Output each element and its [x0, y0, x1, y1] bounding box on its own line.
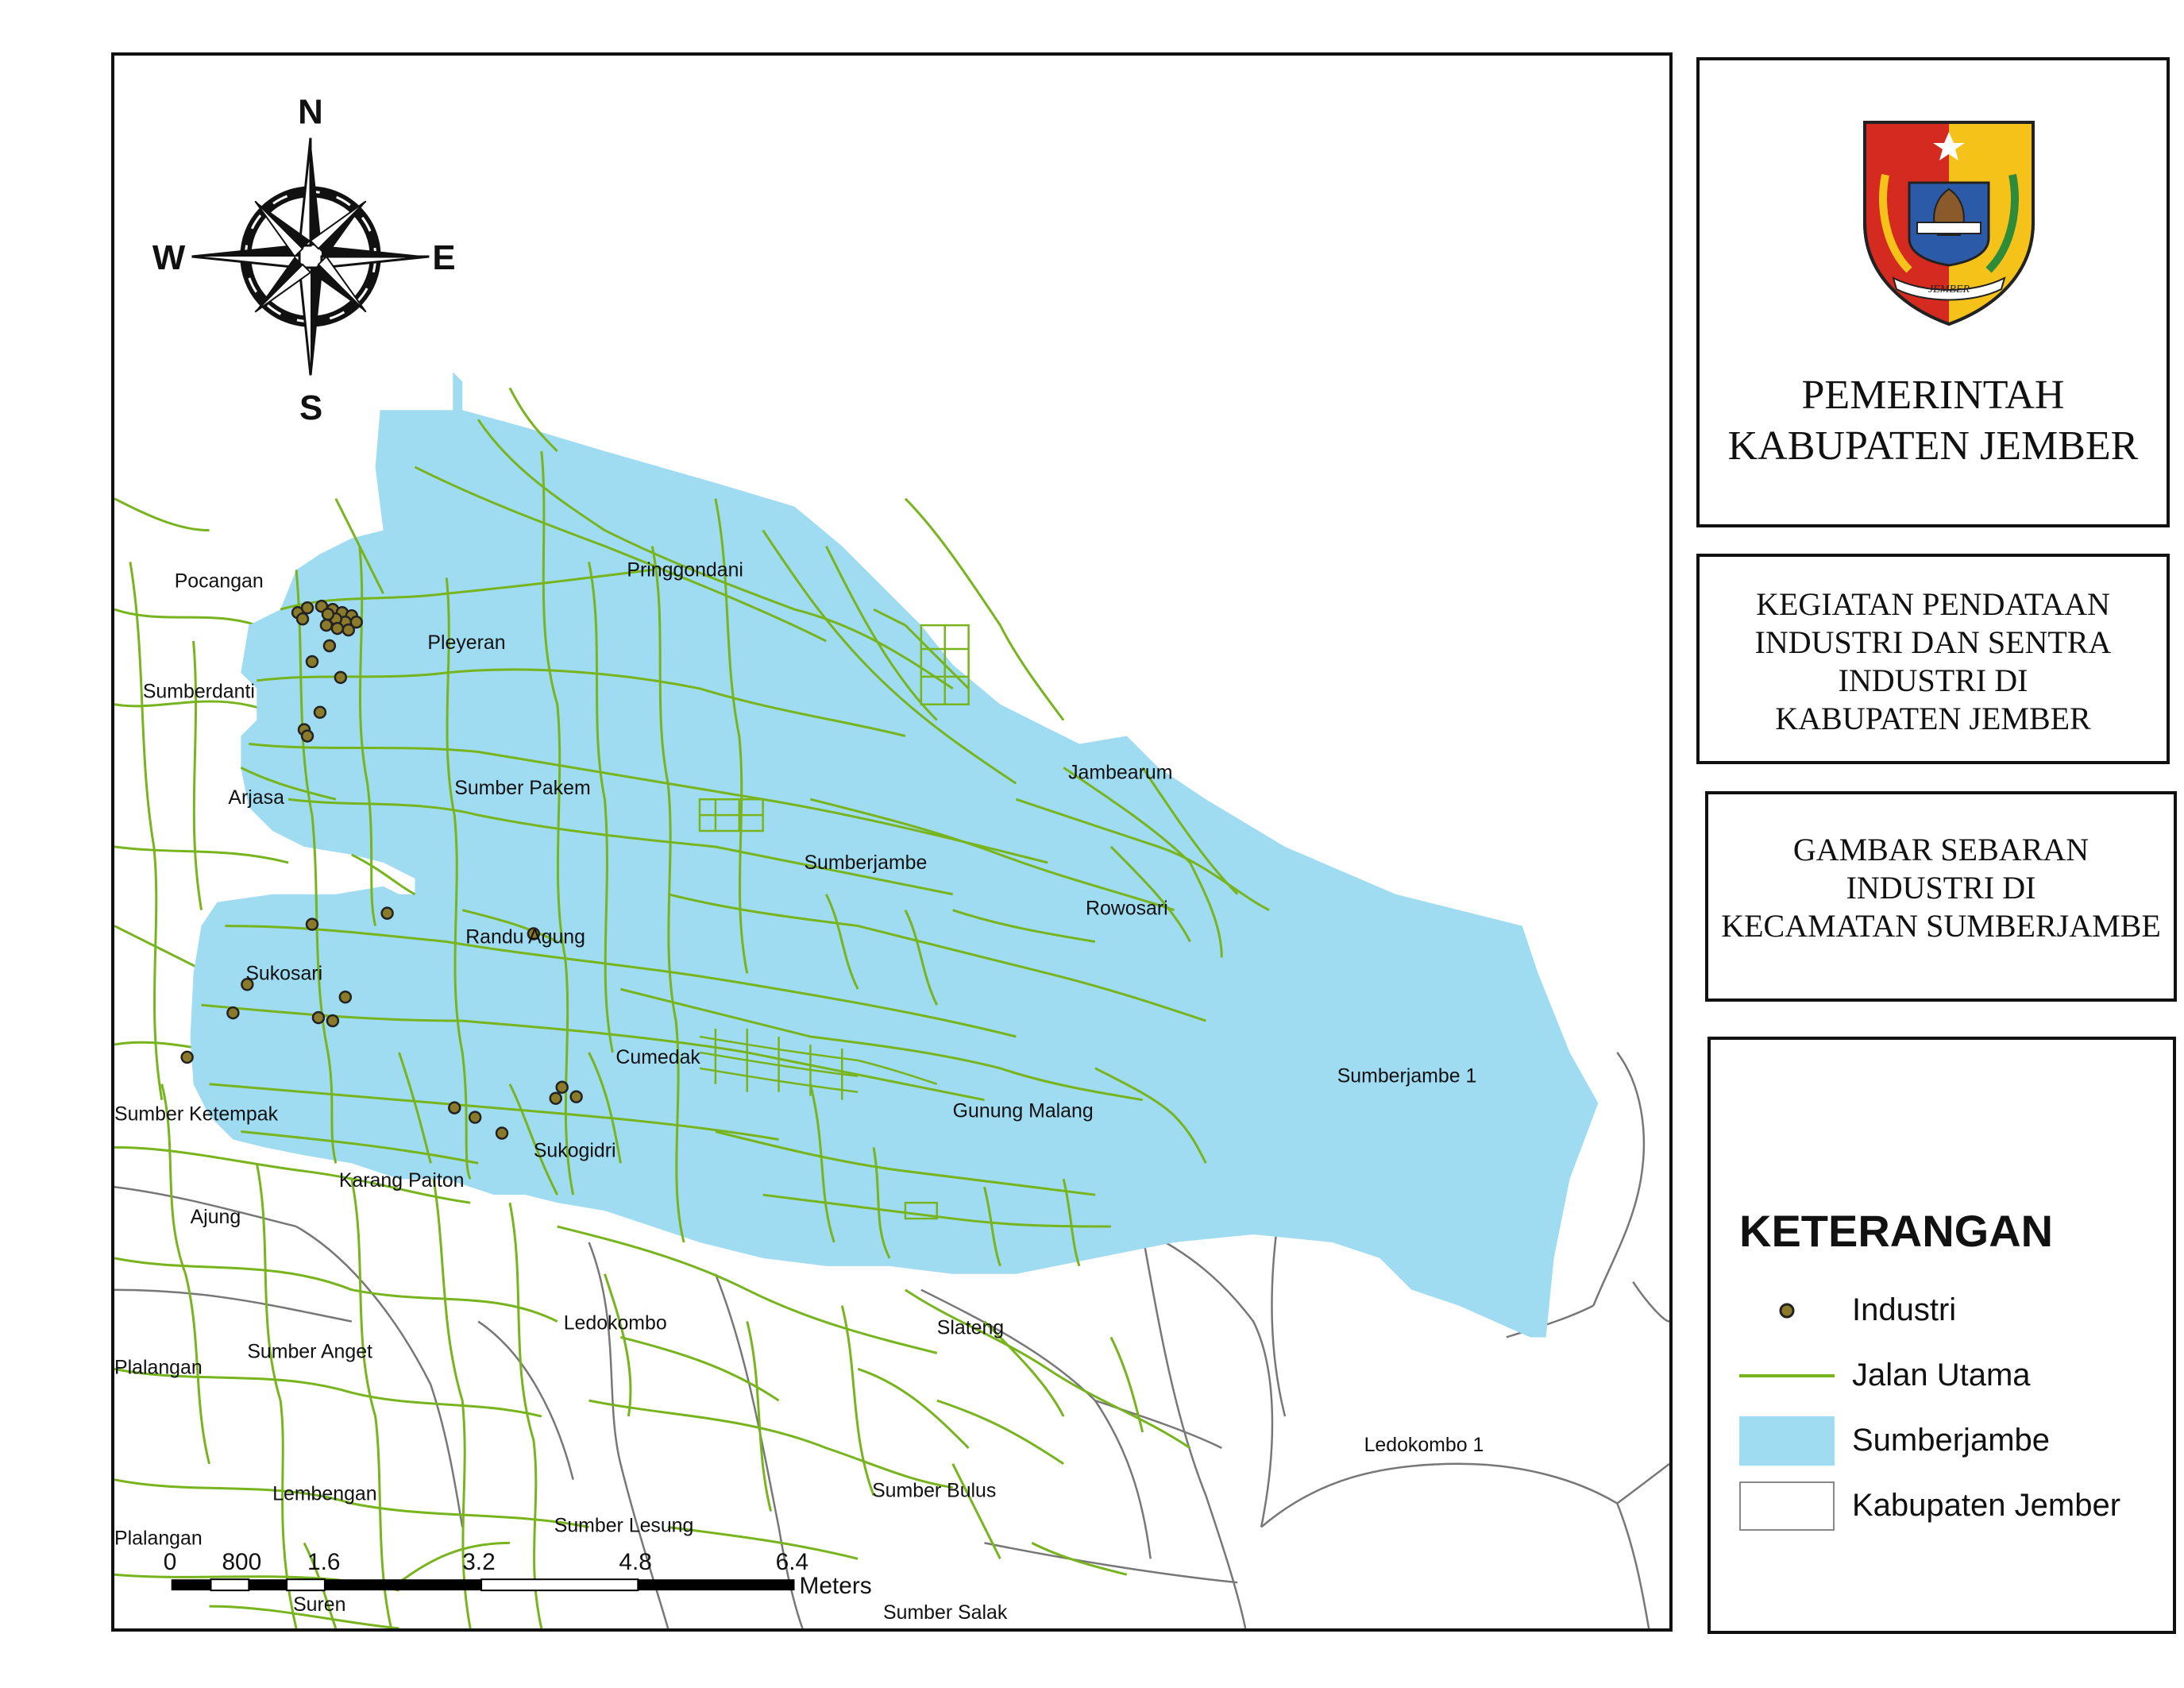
place-label: Lembengan: [272, 1482, 377, 1505]
place-label: Ledokombo: [563, 1311, 667, 1335]
road: [257, 1163, 296, 1628]
scale-tick-label: 1.6: [307, 1549, 341, 1576]
scale-bar: [164, 1549, 872, 1599]
place-label: Plalangan: [114, 1527, 203, 1550]
road-line-icon: [1739, 1351, 1835, 1400]
industry-point: [227, 1007, 238, 1018]
scale-segment: [638, 1579, 794, 1590]
place-label: Sukosari: [245, 962, 323, 985]
figure-title-line: INDUSTRI DI: [1846, 870, 2036, 906]
activity-line: KABUPATEN JEMBER: [1775, 701, 2091, 736]
industry-point: [182, 1052, 193, 1063]
place-label: Gunung Malang: [952, 1099, 1094, 1122]
industry-point: [343, 624, 354, 635]
place-label: Arjasa: [228, 786, 284, 809]
industry-point: [496, 1128, 507, 1139]
industry-point: [557, 1082, 568, 1093]
industry-point: [332, 623, 343, 634]
compass-rose: [152, 93, 456, 427]
boundary-line: [1617, 1504, 1649, 1628]
place-label: Randu Agung: [465, 925, 585, 948]
scale-segment: [287, 1579, 325, 1590]
boundary-line: [985, 1543, 1238, 1582]
industry-point: [469, 1112, 480, 1123]
place-label: Sumber Anget: [247, 1340, 372, 1363]
boundary-line: [1095, 1400, 1221, 1448]
road: [1032, 1543, 1127, 1574]
boundary-line: [114, 1290, 352, 1322]
place-label: Pleyeran: [427, 631, 506, 654]
figure-title-line: GAMBAR SEBARAN: [1792, 832, 2089, 867]
road: [937, 1400, 1063, 1464]
legend-label: Sumberjambe: [1852, 1423, 2051, 1458]
activity-box: [1696, 554, 2170, 764]
road: [114, 701, 272, 713]
district-fill-swatch: [1739, 1416, 1835, 1466]
legend-label: Industri: [1852, 1292, 1957, 1327]
industry-point: [302, 602, 313, 613]
place-label: Sumberdanti: [142, 680, 255, 703]
place-label: Sumber Bulus: [872, 1479, 997, 1502]
boundary-line: [1617, 1464, 1669, 1504]
industry-point: [382, 908, 393, 919]
road: [747, 1322, 771, 1512]
place-label: Sumberjambe 1: [1337, 1064, 1477, 1087]
jember-emblem: [1862, 119, 2036, 327]
scale-tick-label: 0: [163, 1549, 177, 1576]
industry-point: [314, 707, 326, 718]
compass-north-label: N: [298, 92, 323, 132]
road: [352, 1179, 392, 1628]
legend-item-sumberjambe: [1739, 1416, 2168, 1467]
boundary-line: [1593, 1053, 1643, 1306]
road: [604, 1274, 631, 1416]
place-label: Sumber Ketempak: [114, 1103, 279, 1126]
scale-tick-label: 3.2: [462, 1549, 496, 1576]
industry-point: [322, 608, 334, 620]
road: [905, 1290, 1190, 1448]
industry-point: [340, 991, 351, 1002]
boundary-line: [1633, 1282, 1669, 1322]
industry-point-icon: [1739, 1286, 1835, 1335]
kabupaten-outline-swatch: [1739, 1481, 1835, 1531]
place-label: Jambearum: [1068, 761, 1173, 784]
industry-point: [324, 640, 335, 651]
place-label: Ajung: [190, 1206, 241, 1229]
boundary-line: [1271, 1226, 1285, 1416]
scale-tick-label: 4.8: [619, 1549, 652, 1576]
activity-line: INDUSTRI DAN SENTRA: [1754, 624, 2112, 660]
place-label: Sukogidri: [533, 1139, 616, 1162]
scale-tick-label: 800: [222, 1549, 262, 1576]
scale-segment: [481, 1579, 638, 1590]
road: [130, 562, 162, 1099]
industry-point: [297, 613, 308, 624]
road: [1111, 1337, 1143, 1432]
scale-segment: [172, 1579, 211, 1590]
industry-point: [321, 620, 332, 631]
scale-tick-label: 6.4: [775, 1549, 809, 1576]
activity-line: INDUSTRI DI: [1838, 662, 2028, 698]
figure-title-box: [1705, 791, 2177, 1002]
road: [589, 1400, 953, 1488]
government-title-box: [1696, 57, 2170, 527]
map-canvas[interactable]: [114, 56, 1669, 1628]
industry-point: [449, 1103, 460, 1114]
figure-title-line: KECAMATAN SUMBERJAMBE: [1721, 908, 2161, 944]
legend-item-kabupaten-jember: [1739, 1481, 2168, 1532]
boundary-line: [1151, 1234, 1272, 1527]
scale-segment: [211, 1579, 249, 1590]
industry-point: [335, 672, 346, 683]
boundary-line: [1261, 1464, 1617, 1528]
industry-point: [307, 656, 318, 667]
road: [114, 499, 210, 531]
legend-box: [1707, 1037, 2176, 1634]
map-frame[interactable]: [111, 52, 1673, 1632]
place-label: Cumedak: [615, 1045, 700, 1068]
place-label: Ledokombo 1: [1364, 1433, 1484, 1456]
place-label: Pringgondani: [627, 558, 743, 581]
road: [162, 1084, 210, 1464]
road: [114, 847, 288, 863]
government-title-line-2: KABUPATEN JEMBER: [1727, 423, 2139, 469]
scale-segment: [325, 1579, 481, 1590]
industry-point: [550, 1093, 561, 1104]
place-label: Slateng: [936, 1316, 1005, 1339]
legend-item-industri: [1739, 1286, 2168, 1337]
industry-point: [327, 1015, 338, 1026]
industry-point: [571, 1091, 582, 1103]
compass-south-label: S: [299, 388, 323, 428]
government-title-line-1: PEMERINTAH: [1801, 373, 2065, 418]
legend-heading: KETERANGAN: [1739, 1206, 2054, 1256]
road: [114, 1258, 558, 1322]
place-label: Sumber Lesung: [554, 1514, 694, 1537]
place-label: Sumber Pakem: [454, 777, 591, 800]
industry-point: [313, 1012, 324, 1023]
legend-item-jalan-utama: [1739, 1351, 2168, 1402]
scale-unit-label: Meters: [799, 1573, 872, 1600]
legend-label: Jalan Utama: [1852, 1358, 2031, 1393]
road: [858, 1369, 968, 1448]
place-label: Rowosari: [1086, 897, 1168, 920]
legend-label: Kabupaten Jember: [1852, 1488, 2121, 1523]
road: [953, 1464, 1001, 1559]
place-label: Karang Paiton: [338, 1169, 465, 1192]
compass-west-label: W: [152, 238, 186, 277]
place-label: Sumberjambe: [804, 851, 928, 874]
activity-line: KEGIATAN PENDATAAN: [1756, 586, 2110, 622]
place-label: Suren: [293, 1593, 346, 1617]
emblem-label: JEMBER: [1927, 284, 1970, 295]
compass-east-label: E: [432, 238, 456, 277]
scale-segment: [249, 1579, 287, 1590]
industry-point: [302, 731, 313, 742]
place-label: Sumber Salak: [883, 1601, 1008, 1624]
industry-point: [307, 919, 318, 930]
place-label: Plalangan: [114, 1356, 203, 1379]
place-label: Pocangan: [174, 570, 264, 593]
road: [668, 1527, 858, 1559]
